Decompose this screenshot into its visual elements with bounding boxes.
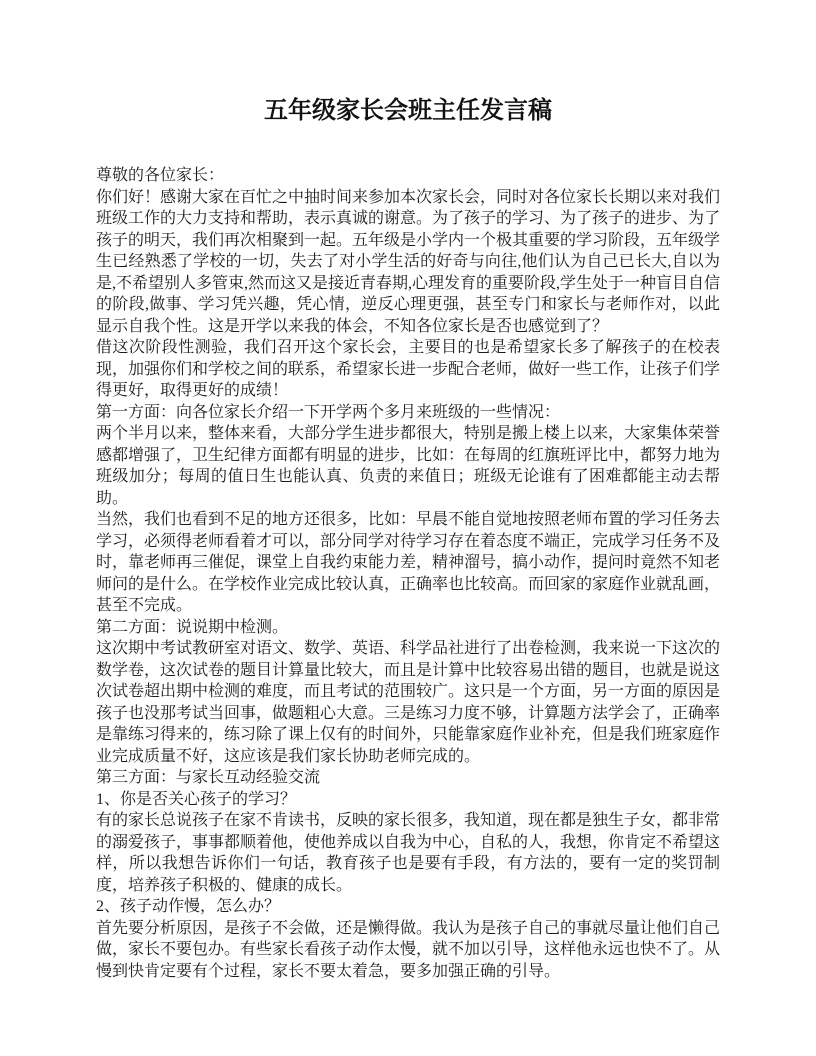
- paragraph: 第一方面：向各位家长介绍一下开学两个多月来班级的一些情况：: [96, 403, 561, 421]
- paragraph: 2、孩子动作慢，怎么办？: [96, 898, 281, 915]
- paragraph: 第二方面：说说期中检测。: [96, 618, 289, 636]
- paragraph: 当然，我们也看到不足的地方还很多，比如：早晨不能自觉地按照老师布置的学习任务去学习，必须得老师看着才可以，部分同学对待学习存在着态度不端正，完成学习任务不及时，靠老师再三催促，课堂上自我约束能力差，精神溜号，搞小动作，提问时竟然不知老师问的是什么。在学校作业完成比较认真，正确率也比较高。而回家的家庭作业就乱画，甚至不完成。: [96, 511, 721, 614]
- paragraph: 借这次阶段性测验，我们召开这个家长会，主要目的也是希望家长多了解孩子的在校表现，加强你们和学校之间的联系，希望家长进一步配合老师，做好一些工作，让孩子们学得更好，取得更好的成绩！: [96, 339, 721, 399]
- paragraph: 第三方面：与家长互动经验交流: [96, 769, 321, 786]
- paragraph: 你们好！感谢大家在百忙之中抽时间来参加本次家长会，同时对各位家长长期以来对我们班级工作的大力支持和帮助，表示真诚的谢意。为了孩子的学习、为了孩子的进步、为了孩子的明天，我们再次相聚到一起。五年级是小学内一个极其重要的学习阶段，五年级学生已经熟悉了学校的一切，失去了对小学生活的好奇与向往,他们认为自己已长大,自以为是,不希望别人多管束,然而这又是接近青春期,心理发育的重要阶段,学生处于一种盲目自信的阶段,做事、学习凭兴趣，凭心情，逆反心理更强，甚至专门和家长与老师作对，以此显示自我个性。这是开学以来我的体会，不知各位家长是否也感觉到了？: [96, 188, 721, 335]
- document-title: 五年级家长会班主任发言稿: [264, 98, 552, 124]
- paragraph: 1、你是否关心孩子的学习？: [96, 790, 297, 808]
- document-body: [96, 165, 720, 982]
- paragraph: 首先要分析原因，是孩子不会做，还是懒得做。我认为是孩子自己的事就尽量让他们自己做，家长不要包办。有些家长看孩子动作太慢，就不加以引导，这样他永远也快不了。从慢到快肯定要有个过程，家长不要太着急，要多加强正确的引导。: [96, 919, 721, 980]
- paragraph: 这次期中考试教研室对语文、数学、英语、科学品社进行了出卷检测，我来说一下这次的数学卷，这次试卷的题目计算量比较大，而且是计算中比较容易出错的题目，也就是说这次试卷超出期中检测的难度，而且考试的范围较广。这只是一个方面，另一方面的原因是孩子也没那考试当回事，做题粗心大意。三是练习力度不够，计算题方法学会了，正确率是靠练习得来的，练习除了课上仅有的时间外，只能靠家庭作业补充，但是我们班家庭作业完成质量不好，这应该是我们家长协助老师完成的。: [96, 640, 721, 765]
- paragraph: 两个半月以来，整体来看，大部分学生进步都很大，特别是搬上楼上以来，大家集体荣誉感都增强了，卫生纪律方面都有明显的进步，比如：在每周的红旗班评比中，都努力地为班级加分；每周的值日生也能认真、负责的来值日；班级无论谁有了困难都能主动去帮助。: [96, 425, 721, 507]
- paragraph: 有的家长总说孩子在家不肯读书，反映的家长很多，我知道，现在都是独生子女，都非常的溺爱孩子，事事都顺着他，使他养成以自我为中心，自私的人，我想，你肯定不希望这样，所以我想告诉你们一句话，教育孩子也是要有手段，有方法的，要有一定的奖罚制度，培养孩子积极的、健康的成长。: [96, 812, 721, 894]
- paragraph: 尊敬的各位家长：: [96, 167, 225, 184]
